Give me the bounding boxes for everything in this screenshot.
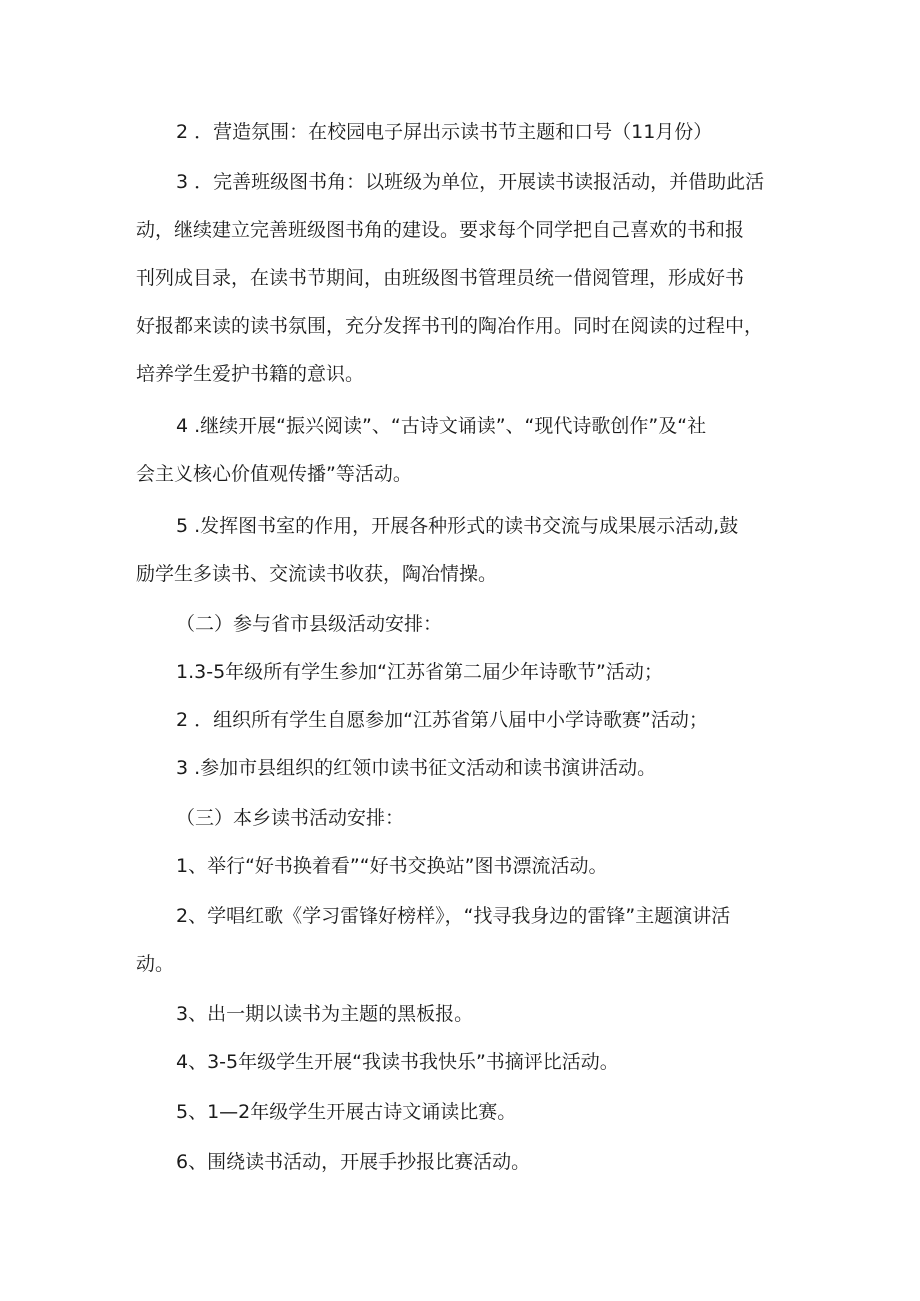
- text-line: 动，继续建立完善班级图书角的建设。要求每个同学把自己喜欢的书和报: [136, 219, 745, 241]
- list-item: 3、出一期以读书为主题的黑板报。: [176, 1003, 474, 1025]
- list-item: 1.3-5年级所有学生参加“江苏省第二届少年诗歌节”活动；: [176, 661, 663, 683]
- list-item: 6、围绕读书活动，开展手抄报比赛活动。: [176, 1151, 531, 1173]
- text-line: 好报都来读的读书氛围，充分发挥书刊的陶冶作用。同时在阅读的过程中，: [136, 315, 764, 337]
- text-line: 会主义核心价值观传播”等活动。: [136, 463, 412, 485]
- text-line: 刊列成目录，在读书节期间，由班级图书管理员统一借阅管理，形成好书: [136, 267, 745, 289]
- text-line: 励学生多读书、交流读书收获，陶冶情操。: [136, 563, 498, 585]
- text-line: 4 .继续开展“振兴阅读”、“古诗文诵读”、“现代诗歌创作”及“社: [176, 415, 707, 437]
- item-3-class-library: [136, 158, 796, 398]
- list-item: 3 .参加市县组织的红领巾读书征文活动和读书演讲活动。: [176, 757, 657, 779]
- text-line: 5 .发挥图书室的作用，开展各种形式的读书交流与成果展示活动,鼓: [176, 515, 739, 537]
- item-4-activities: [136, 402, 796, 498]
- section-heading-3: （三）本乡读书活动安排：: [176, 807, 405, 829]
- item-2-atmosphere: 2 ．营造氛围：在校园电子屏出示读书节主题和口号（11月份）: [176, 121, 713, 143]
- text-line: 2、学唱红歌《学习雷锋好榜样》，“找寻我身边的雷锋”主题演讲活: [176, 905, 731, 927]
- text-line: 3 ．完善班级图书角：以班级为单位，开展读书读报活动，并借助此活: [176, 171, 765, 193]
- item-5-library-role: [136, 502, 796, 598]
- list-item: 2 ．组织所有学生自愿参加“江苏省第八届中小学诗歌赛”活动；: [176, 709, 708, 731]
- list-item: 4、3-5年级学生开展“我读书我快乐”书摘评比活动。: [176, 1051, 619, 1073]
- item-red-songs: [136, 892, 796, 988]
- list-item: 1、举行“好书换着看”“好书交换站”图书漂流活动。: [176, 855, 608, 877]
- list-item: 5、1—2年级学生开展古诗文诵读比赛。: [176, 1101, 517, 1123]
- text-line: 培养学生爱护书籍的意识。: [136, 363, 365, 385]
- section-heading-2: （二）参与省市县级活动安排：: [176, 613, 443, 635]
- text-line: 动。: [136, 953, 175, 975]
